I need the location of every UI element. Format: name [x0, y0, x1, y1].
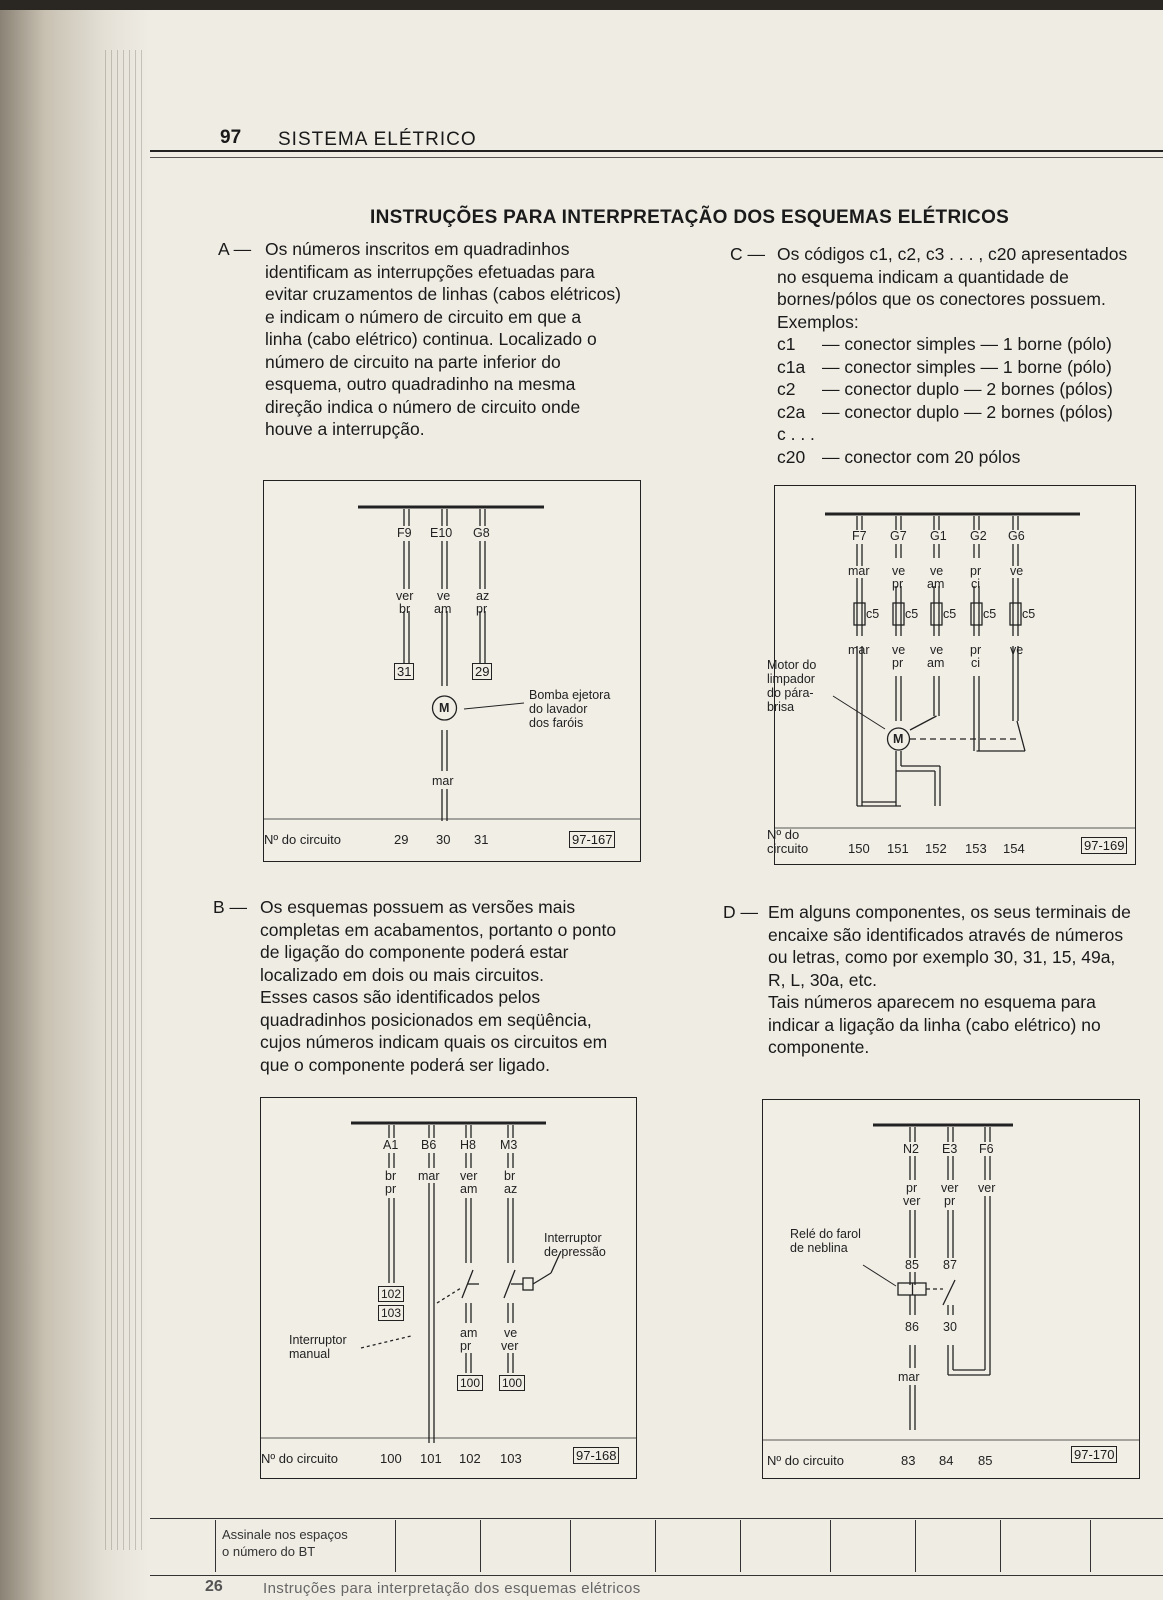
- wire-color: br: [385, 1169, 397, 1183]
- wire-color: az: [504, 1182, 518, 1196]
- circuit-box: 29: [472, 663, 492, 680]
- manual-switch-label: Interruptor manual: [289, 1333, 347, 1361]
- bt-cell[interactable]: [215, 1520, 216, 1572]
- wire-color: ver: [460, 1169, 478, 1183]
- circuit-box: 31: [394, 663, 414, 680]
- wire-color: am: [460, 1326, 478, 1340]
- wire-color: pr: [892, 577, 904, 591]
- circuit-number-label: Nº do circuito: [264, 832, 341, 847]
- circuit-number: 29: [394, 832, 409, 847]
- wire-color: am: [927, 656, 945, 670]
- section-d: [723, 901, 1163, 1071]
- section-d-label: D —: [723, 902, 758, 922]
- wire-color: ver: [903, 1194, 921, 1208]
- example-row: c2 — conector duplo — 2 bornes (pólos): [777, 379, 1113, 399]
- wire-color: br: [504, 1169, 516, 1183]
- wire-color: ver: [501, 1339, 519, 1353]
- terminal-label: 85: [905, 1258, 919, 1272]
- fuse-label: G2: [970, 529, 987, 543]
- bt-cell[interactable]: [655, 1520, 656, 1572]
- wire-color: br: [399, 602, 411, 616]
- circuit-number: 153: [965, 841, 987, 856]
- example-row: c2a — conector duplo — 2 bornes (pólos): [777, 401, 1113, 422]
- circuit-number: 103: [500, 1451, 522, 1466]
- wire-color: mar: [432, 774, 454, 788]
- bt-cell[interactable]: [480, 1520, 481, 1572]
- wire-color: ve: [1010, 643, 1024, 657]
- circuit-number: 100: [380, 1451, 402, 1466]
- footer-page-number: 26: [205, 1578, 223, 1595]
- section-b-label: B —: [213, 897, 248, 917]
- wire-color: ve: [892, 564, 906, 578]
- diagram-97-168: [260, 1097, 637, 1479]
- diagram-97-167: [263, 480, 641, 862]
- diagram-97-169-lines: [775, 486, 1135, 864]
- fuse-label: M3: [500, 1138, 518, 1152]
- terminal-label: 87: [943, 1258, 957, 1272]
- fuse-label: F9: [397, 526, 412, 540]
- bt-cell[interactable]: [570, 1520, 571, 1572]
- wire-color: mar: [848, 564, 870, 578]
- figure-reference: 97-167: [569, 831, 615, 848]
- diagram-97-170-lines: [763, 1100, 1139, 1478]
- wire-color: am: [434, 602, 452, 616]
- fuse-label: H8: [460, 1138, 476, 1152]
- header-section-title: SISTEMA ELÉTRICO: [278, 129, 477, 150]
- section-b-text: Os esquemas possuem as versões mais completas em acabamentos, portanto o ponto de ligação do componente poderá estar localizado em dois ou mais circuitos. Esses casos são identificados pelos quadradinhos posicionados em seqüência, cujos números indicam quais os circuitos em que o componente poderá ser ligado.: [260, 897, 617, 1075]
- wire-color: ci: [971, 577, 981, 591]
- footer-text: Instruções para interpretação dos esquemas elétricos: [263, 1580, 641, 1597]
- terminal-label: 86: [905, 1320, 919, 1334]
- section-a-text: Os números inscritos em quadradinhos identificam as interrupções efetuadas para evitar cruzamentos de linhas (cabos elétricos) e indicam o número de circuito em que a linha (cabo elétrico) continua. Localizado o número de circuito na parte inferior do esquema, outro quadradinho na mesma direção indica o número de circuito onde houve a interrupção.: [265, 239, 621, 439]
- circuit-number: 152: [925, 841, 947, 856]
- wire-color: ve: [892, 643, 906, 657]
- section-a-label: A —: [218, 239, 252, 259]
- bt-cell[interactable]: [830, 1520, 831, 1572]
- connector-code: c5: [943, 607, 957, 621]
- figure-reference: 97-168: [573, 1447, 619, 1464]
- wire-color: ver: [941, 1181, 959, 1195]
- circuit-box: 100: [499, 1375, 525, 1391]
- circuit-number: 31: [474, 832, 489, 847]
- header-page-number: 97: [220, 127, 242, 148]
- bt-cell[interactable]: [1090, 1520, 1091, 1572]
- circuit-number-label: Nº do circuito: [767, 1453, 844, 1468]
- fuse-label: G7: [890, 529, 907, 543]
- bt-label: Assinale nos espaços o número do BT: [222, 1527, 348, 1559]
- section-c-text: Os códigos c1, c2, c3 . . . , c20 apresentados no esquema indicam a quantidade de bornes/pólos que os conectores possuem. Exemplos:: [777, 244, 1128, 332]
- pressure-switch-label: Interruptor de pressão: [544, 1231, 606, 1259]
- wire-color: pr: [476, 602, 488, 616]
- fuse-label: G1: [930, 529, 947, 543]
- wire-color: mar: [898, 1370, 920, 1384]
- connector-code: c5: [983, 607, 997, 621]
- wire-color: ci: [971, 656, 981, 670]
- scan-top-edge: [0, 0, 1163, 10]
- wire-color: pr: [385, 1182, 397, 1196]
- circuit-number: 154: [1003, 841, 1025, 856]
- wire-color: pr: [460, 1339, 472, 1353]
- circuit-box: 103: [378, 1305, 404, 1321]
- page-title: INSTRUÇÕES PARA INTERPRETAÇÃO DOS ESQUEMAS ELÉTRICOS: [370, 207, 1010, 228]
- circuit-number: 84: [939, 1453, 954, 1468]
- wire-color: ve: [437, 589, 451, 603]
- bt-cell[interactable]: [1000, 1520, 1001, 1572]
- motor-label: Motor do limpador do pára- brisa: [767, 658, 817, 714]
- example-row: c1 — conector simples — 1 borne (pólo): [777, 334, 1112, 354]
- example-row: c20 — conector com 20 pólos: [777, 446, 1021, 467]
- relay-label: Relé do farol de neblina: [790, 1227, 861, 1255]
- wire-color: pr: [970, 643, 982, 657]
- wire-color: ve: [930, 564, 944, 578]
- example-row: c1a — conector simples — 1 borne (pólo): [777, 356, 1112, 377]
- wire-color: pr: [944, 1194, 956, 1208]
- diagram-97-168-lines: [261, 1098, 636, 1478]
- diagram-97-169: [767, 485, 1136, 865]
- wire-color: ve: [1010, 564, 1024, 578]
- circuit-number: 101: [420, 1451, 442, 1466]
- connector-code: c5: [905, 607, 919, 621]
- circuit-box: 102: [378, 1286, 404, 1302]
- circuit-number-label: Nº do circuito: [261, 1451, 338, 1466]
- wire-color: ver: [978, 1181, 996, 1195]
- wire-color: pr: [970, 564, 982, 578]
- terminal-label: 30: [943, 1320, 957, 1334]
- fuse-label: A1: [383, 1138, 399, 1152]
- section-a: [218, 238, 688, 448]
- section-d-text: Em alguns componentes, os seus terminais de encaixe são identificados através de números ou letras, como por exemplo 30, 31, 15, 49a, R, L, 30a, etc. Tais números aparecem no esquema para indicar a ligação da linha (cabo elétrico) no componente.: [768, 902, 1131, 1057]
- bt-cell[interactable]: [740, 1520, 741, 1572]
- wire-color: az: [476, 589, 490, 603]
- wire-color: mar: [848, 643, 870, 657]
- book-page-edge: [0, 10, 150, 1600]
- figure-reference: 97-170: [1071, 1446, 1117, 1463]
- circuit-number: 150: [848, 841, 870, 856]
- circuit-number-label: Nº do circuito: [767, 827, 809, 856]
- fuse-label: E3: [942, 1142, 958, 1156]
- figure-reference: 97-169: [1081, 837, 1127, 854]
- fuse-label: G8: [473, 526, 490, 540]
- connector-code: c5: [1022, 607, 1036, 621]
- circuit-box: 100: [457, 1375, 483, 1391]
- diagram-97-170: [762, 1099, 1140, 1479]
- example-row: c . . .: [777, 424, 815, 444]
- fuse-label: F6: [979, 1142, 994, 1156]
- motor-symbol: M: [893, 732, 904, 746]
- connector-examples: [777, 333, 1113, 468]
- header-rule: [150, 150, 1163, 152]
- wire-color: pr: [892, 656, 904, 670]
- section-b: [213, 896, 683, 1086]
- circuit-number: 102: [459, 1451, 481, 1466]
- wire-color: am: [460, 1182, 478, 1196]
- fuse-label: B6: [421, 1138, 437, 1152]
- fuse-label: F7: [852, 529, 867, 543]
- bt-cell[interactable]: [915, 1520, 916, 1572]
- header-rule-thin: [150, 157, 1163, 158]
- section-c-label: C —: [730, 244, 765, 264]
- fuse-label: N2: [903, 1142, 919, 1156]
- wire-color: mar: [418, 1169, 440, 1183]
- fuse-label: E10: [430, 526, 453, 540]
- circuit-number: 83: [901, 1453, 916, 1468]
- section-c: [730, 243, 1160, 473]
- circuit-number: 151: [887, 841, 909, 856]
- wire-color: am: [927, 577, 945, 591]
- wire-color: pr: [906, 1181, 918, 1195]
- circuit-number: 85: [978, 1453, 993, 1468]
- motor-label: Bomba ejetora do lavador dos faróis: [529, 688, 611, 730]
- bt-cell[interactable]: [395, 1520, 396, 1572]
- circuit-number: 30: [436, 832, 451, 847]
- connector-code: c5: [866, 607, 880, 621]
- wire-color: ve: [930, 643, 944, 657]
- fuse-label: G6: [1008, 529, 1025, 543]
- wire-color: ve: [504, 1326, 518, 1340]
- motor-symbol: M: [439, 701, 450, 715]
- wire-color: ver: [396, 589, 414, 603]
